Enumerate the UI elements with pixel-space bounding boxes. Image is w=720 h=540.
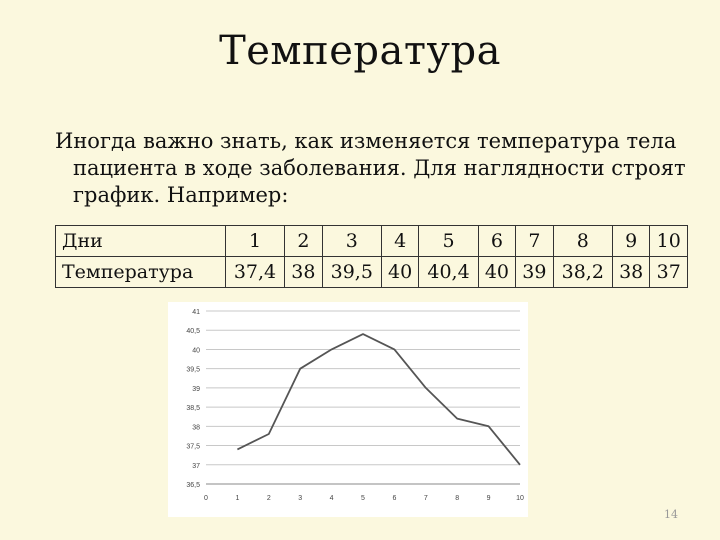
x-tick-label: 6: [392, 495, 397, 502]
x-tick-label: 5: [361, 495, 365, 502]
table-row-temperature: [56, 257, 688, 288]
table-cell: 40: [381, 257, 418, 288]
x-tick-label: 8: [455, 495, 460, 502]
table-cell: 37: [650, 257, 688, 288]
y-tick-label: 39: [192, 385, 200, 393]
y-tick-label: 37,5: [186, 443, 200, 451]
table-cell: 38,2: [553, 257, 612, 288]
table-cell: 1: [225, 226, 284, 257]
x-tick-label: 0: [204, 495, 208, 502]
table-cell: 3: [322, 226, 381, 257]
y-tick-label: 40,5: [186, 328, 200, 336]
row-label-temperature: Температура: [56, 257, 226, 288]
table-row-days: [56, 226, 688, 257]
table-cell: 38: [285, 257, 322, 288]
table-cell: 40: [478, 257, 515, 288]
table-cell: 4: [381, 226, 418, 257]
chart-background: [168, 302, 528, 517]
x-tick-label: 9: [486, 495, 491, 502]
table-cell: 37,4: [225, 257, 284, 288]
x-tick-label: 10: [516, 495, 524, 502]
row-label-days: Дни: [56, 226, 226, 257]
table-cell: 6: [478, 226, 515, 257]
table-cell: 39,5: [322, 257, 381, 288]
y-tick-label: 40: [192, 347, 200, 355]
x-tick-label: 2: [266, 495, 271, 502]
table-cell: 40,4: [419, 257, 478, 288]
x-tick-label: 4: [329, 495, 334, 502]
temperature-chart: [168, 302, 528, 517]
y-tick-label: 38: [192, 424, 200, 432]
intro-paragraph: Иногда важно знать, как изменяется температура тела пациента в ходе заболевания. Для наглядности строят график. Например:: [55, 129, 686, 207]
table-cell: 8: [553, 226, 612, 257]
y-tick-label: 38,5: [186, 405, 200, 413]
table-cell: 5: [419, 226, 478, 257]
slide-title: Температура: [219, 28, 501, 74]
page-number: 14: [664, 508, 678, 521]
table-cell: 38: [612, 257, 649, 288]
chart-canvas: [168, 302, 528, 517]
y-tick-label: 41: [192, 309, 200, 316]
y-tick-label: 36,5: [186, 482, 200, 489]
x-tick-label: 3: [298, 495, 303, 502]
temperature-table: [55, 225, 688, 288]
y-tick-label: 37: [192, 462, 200, 470]
table-cell: 7: [516, 226, 553, 257]
table-cell: 39: [516, 257, 553, 288]
table-cell: 10: [650, 226, 688, 257]
table-cell: 2: [285, 226, 322, 257]
x-tick-label: 7: [423, 495, 428, 502]
table-cell: 9: [612, 226, 649, 257]
y-tick-label: 39,5: [186, 366, 200, 374]
intro-text: [55, 128, 695, 209]
x-tick-label: 1: [235, 495, 240, 502]
